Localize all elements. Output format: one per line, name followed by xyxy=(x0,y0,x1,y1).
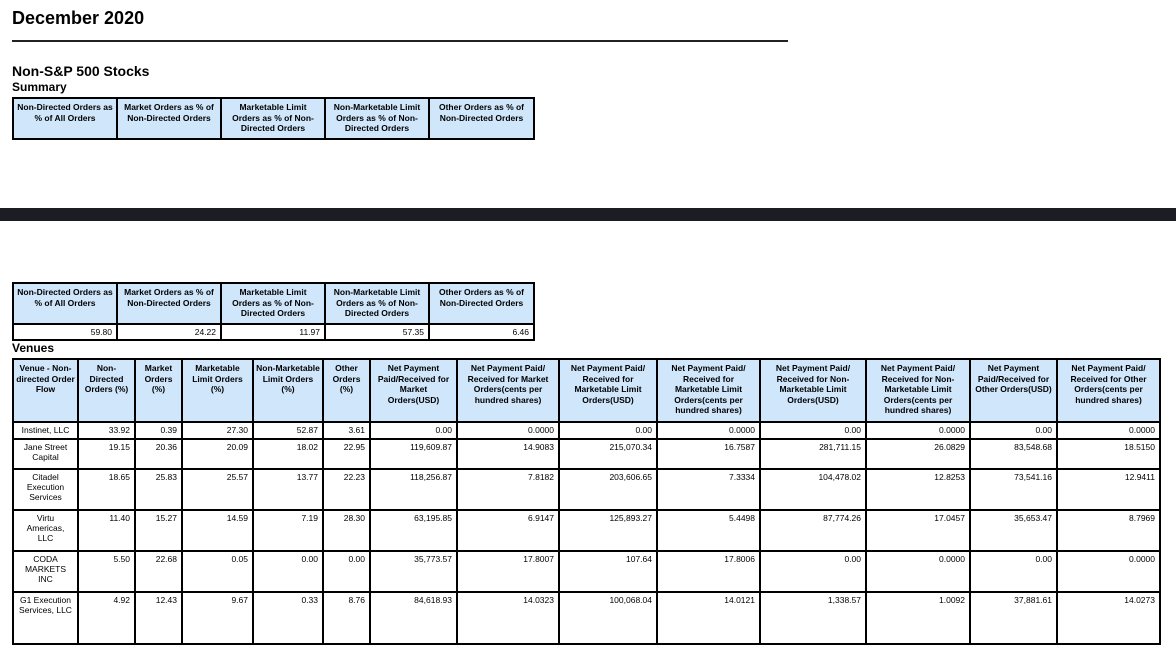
venue-value-cell: 0.05 xyxy=(182,551,253,592)
venue-value-cell: 5.50 xyxy=(78,551,135,592)
summary-label: Summary xyxy=(12,80,67,94)
venue-value-cell: 63,195.85 xyxy=(370,510,457,551)
venue-value-cell: 83,548.68 xyxy=(970,439,1057,469)
summary-value-non-marketable-limit: 57.35 xyxy=(325,324,429,340)
venues-header-cell: Marketable Limit Orders (%) xyxy=(182,359,253,422)
venue-value-cell: 73,541.16 xyxy=(970,469,1057,510)
venue-value-cell: 0.00 xyxy=(760,422,866,439)
venue-value-cell: 7.8182 xyxy=(457,469,559,510)
venues-label: Venues xyxy=(12,341,55,355)
venue-value-cell: 18.65 xyxy=(78,469,135,510)
venue-value-cell: 14.9083 xyxy=(457,439,559,469)
summary-value-market: 24.22 xyxy=(117,324,221,340)
venue-value-cell: 14.0121 xyxy=(657,592,760,644)
venue-value-cell: 35,653.47 xyxy=(970,510,1057,551)
venue-value-cell: 0.00 xyxy=(970,422,1057,439)
section-divider-band xyxy=(0,208,1176,221)
venue-value-cell: 18.02 xyxy=(253,439,323,469)
venue-value-cell: 4.92 xyxy=(78,592,135,644)
venue-value-cell: 7.19 xyxy=(253,510,323,551)
venue-value-cell: 20.36 xyxy=(135,439,182,469)
table-row xyxy=(13,469,1160,510)
venue-value-cell: 0.0000 xyxy=(866,551,970,592)
summary-value-other: 6.46 xyxy=(429,324,534,340)
venues-header-cell: Market Orders (%) xyxy=(135,359,182,422)
summary-table xyxy=(12,282,535,341)
summary-header-marketable-limit: Marketable Limit Orders as % of Non-Directed Orders xyxy=(221,283,325,324)
venues-header-cell: Net Payment Paid/Received for Other Orders(USD) xyxy=(970,359,1057,422)
table-row xyxy=(13,439,1160,469)
venue-value-cell: 26.0829 xyxy=(866,439,970,469)
venue-value-cell: 5.4498 xyxy=(657,510,760,551)
summary-header-non-marketable-limit: Non-Marketable Limit Orders as % of Non-Directed Orders xyxy=(325,283,429,324)
title-divider xyxy=(12,40,788,42)
venue-value-cell: 0.39 xyxy=(135,422,182,439)
table-row xyxy=(13,422,1160,439)
venue-value-cell: 0.00 xyxy=(760,551,866,592)
venues-header-cell: Other Orders (%) xyxy=(323,359,370,422)
venue-value-cell: 6.9147 xyxy=(457,510,559,551)
venues-header-cell: Net Payment Paid/ Received for Non-Marketable Limit Orders(cents per hundred shares) xyxy=(866,359,970,422)
table-row xyxy=(13,592,1160,644)
venue-name-cell: Instinet, LLC xyxy=(13,422,78,439)
venue-value-cell: 0.00 xyxy=(970,551,1057,592)
venue-value-cell: 9.67 xyxy=(182,592,253,644)
summary-header-market: Market Orders as % of Non-Directed Orders xyxy=(117,283,221,324)
venue-value-cell: 100,068.04 xyxy=(559,592,657,644)
venue-name-cell: G1 Execution Services, LLC xyxy=(13,592,78,644)
summary-header-other: Other Orders as % of Non-Directed Orders xyxy=(429,98,534,139)
venue-value-cell: 35,773.57 xyxy=(370,551,457,592)
venue-value-cell: 33.92 xyxy=(78,422,135,439)
venue-value-cell: 15.27 xyxy=(135,510,182,551)
venues-header-cell: Venue - Non-directed Order Flow xyxy=(13,359,78,422)
venues-table xyxy=(12,358,1161,645)
summary-value-marketable-limit: 11.97 xyxy=(221,324,325,340)
summary-header-marketable-limit: Marketable Limit Orders as % of Non-Directed Orders xyxy=(221,98,325,139)
venues-header-cell: Net Payment Paid/ Received for Non-Marketable Limit Orders(USD) xyxy=(760,359,866,422)
venue-value-cell: 8.76 xyxy=(323,592,370,644)
venue-value-cell: 22.68 xyxy=(135,551,182,592)
venue-value-cell: 215,070.34 xyxy=(559,439,657,469)
venue-value-cell: 0.00 xyxy=(370,422,457,439)
summary-values-row xyxy=(13,324,534,340)
venue-value-cell: 25.57 xyxy=(182,469,253,510)
venue-value-cell: 7.3334 xyxy=(657,469,760,510)
venue-value-cell: 0.00 xyxy=(253,551,323,592)
venue-value-cell: 0.0000 xyxy=(1057,551,1160,592)
venue-value-cell: 104,478.02 xyxy=(760,469,866,510)
venue-value-cell: 11.40 xyxy=(78,510,135,551)
venue-value-cell: 25.83 xyxy=(135,469,182,510)
venue-value-cell: 27.30 xyxy=(182,422,253,439)
summary-header-table xyxy=(12,97,535,140)
venue-value-cell: 17.0457 xyxy=(866,510,970,551)
venues-header-cell: Net Payment Paid/ Received for Marketable Limit Orders(cents per hundred shares) xyxy=(657,359,760,422)
venue-value-cell: 14.59 xyxy=(182,510,253,551)
venue-value-cell: 37,881.61 xyxy=(970,592,1057,644)
venue-value-cell: 0.0000 xyxy=(657,422,760,439)
venues-header-cell: Net Payment Paid/Received for Market Orders(USD) xyxy=(370,359,457,422)
venues-header-cell: Net Payment Paid/ Received for Marketable Limit Orders(USD) xyxy=(559,359,657,422)
venue-value-cell: 19.15 xyxy=(78,439,135,469)
venue-value-cell: 8.7969 xyxy=(1057,510,1160,551)
table-row xyxy=(13,551,1160,592)
venues-header-cell: Net Payment Paid/ Received for Market Orders(cents per hundred shares) xyxy=(457,359,559,422)
venue-value-cell: 12.8253 xyxy=(866,469,970,510)
summary-header-non-directed: Non-Directed Orders as % of All Orders xyxy=(13,283,117,324)
venue-value-cell: 17.8007 xyxy=(457,551,559,592)
venue-value-cell: 1,338.57 xyxy=(760,592,866,644)
venue-value-cell: 22.23 xyxy=(323,469,370,510)
summary-header-market: Market Orders as % of Non-Directed Orders xyxy=(117,98,221,139)
venues-header-cell: Non-Directed Orders (%) xyxy=(78,359,135,422)
venue-value-cell: 281,711.15 xyxy=(760,439,866,469)
venue-value-cell: 118,256.87 xyxy=(370,469,457,510)
venue-value-cell: 20.09 xyxy=(182,439,253,469)
venue-value-cell: 12.43 xyxy=(135,592,182,644)
summary-header-non-directed: Non-Directed Orders as % of All Orders xyxy=(13,98,117,139)
venue-value-cell: 18.5150 xyxy=(1057,439,1160,469)
venue-value-cell: 14.0273 xyxy=(1057,592,1160,644)
venue-value-cell: 22.95 xyxy=(323,439,370,469)
summary-header-non-marketable-limit: Non-Marketable Limit Orders as % of Non-Directed Orders xyxy=(325,98,429,139)
venue-value-cell: 28.30 xyxy=(323,510,370,551)
venue-value-cell: 17.8006 xyxy=(657,551,760,592)
venue-value-cell: 13.77 xyxy=(253,469,323,510)
venue-name-cell: Citadel Execution Services xyxy=(13,469,78,510)
table-row xyxy=(13,510,1160,551)
venue-value-cell: 12.9411 xyxy=(1057,469,1160,510)
venue-value-cell: 0.0000 xyxy=(866,422,970,439)
venue-name-cell: CODA MARKETS INC xyxy=(13,551,78,592)
venues-header-cell: Non-Marketable Limit Orders (%) xyxy=(253,359,323,422)
venues-header-cell: Net Payment Paid/ Received for Other Orders(cents per hundred shares) xyxy=(1057,359,1160,422)
venue-value-cell: 84,618.93 xyxy=(370,592,457,644)
page-title: December 2020 xyxy=(12,8,145,28)
summary-header-other: Other Orders as % of Non-Directed Orders xyxy=(429,283,534,324)
venue-value-cell: 0.00 xyxy=(559,422,657,439)
venue-name-cell: Jane Street Capital xyxy=(13,439,78,469)
venue-value-cell: 3.61 xyxy=(323,422,370,439)
venue-value-cell: 119,609.87 xyxy=(370,439,457,469)
venue-value-cell: 0.33 xyxy=(253,592,323,644)
venue-value-cell: 87,774.26 xyxy=(760,510,866,551)
venue-value-cell: 16.7587 xyxy=(657,439,760,469)
venue-value-cell: 107.64 xyxy=(559,551,657,592)
venue-value-cell: 0.00 xyxy=(323,551,370,592)
venue-value-cell: 1.0092 xyxy=(866,592,970,644)
venue-value-cell: 0.0000 xyxy=(1057,422,1160,439)
section-title: Non-S&P 500 Stocks xyxy=(12,63,150,79)
venue-value-cell: 14.0323 xyxy=(457,592,559,644)
venue-value-cell: 125,893.27 xyxy=(559,510,657,551)
venues-header-row xyxy=(13,359,1160,422)
venue-name-cell: Virtu Americas, LLC xyxy=(13,510,78,551)
venue-value-cell: 52.87 xyxy=(253,422,323,439)
venue-value-cell: 203,606.65 xyxy=(559,469,657,510)
venue-value-cell: 0.0000 xyxy=(457,422,559,439)
summary-value-non-directed: 59.80 xyxy=(13,324,117,340)
